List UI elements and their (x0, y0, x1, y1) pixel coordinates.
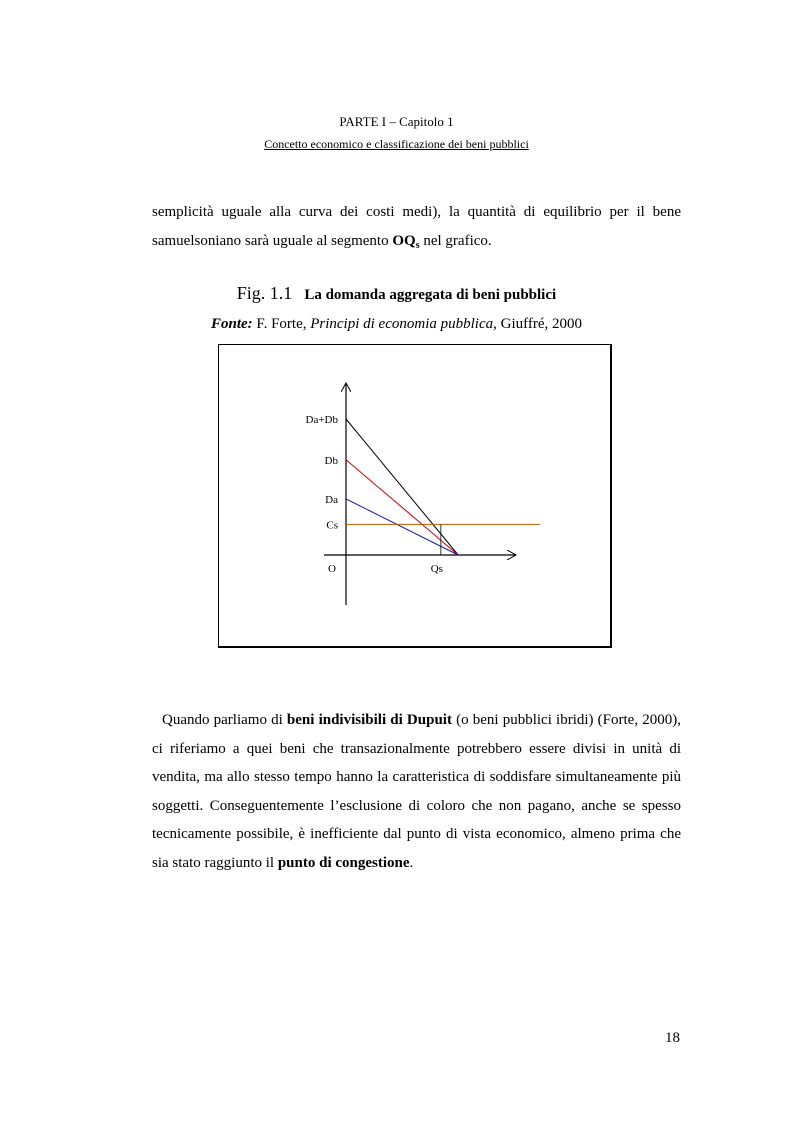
paragraph-dupuit-text2: (o beni pubblici ibridi) (Forte, 2000), ci riferiamo a quei beni che transazionalmente potrebbero essere divisi in unità di vendita, ma allo stesso tempo hanno la caratteristica di soddisfare simultaneamente più soggetti. Conseguentemente l’esclusione di coloro che non pagano, anche se spesso tecnicamente possibile, è inefficiente dal punto di vista economico, almeno prima che sia stato raggiunto il (152, 712, 681, 871)
running-header-chapter: Concetto economico e classificazione dei beni pubblici (264, 137, 529, 151)
y-tick-label-da: Da (325, 493, 338, 506)
y-tick-label-cs: Cs (326, 519, 338, 532)
paragraph-dupuit (152, 706, 681, 877)
figure-number: Fig. 1.1 (236, 283, 293, 303)
source-author: F. Forte, (252, 316, 311, 332)
term-congestion-point: punto di congestione (277, 854, 410, 871)
source-label: Fonte: (211, 316, 253, 332)
segment-subscript: s (415, 239, 420, 251)
figure-caption (0, 283, 793, 304)
paragraph-intro-line1: semplicità uguale alla curva dei costi medi), la quantità di equilibrio per il bene (152, 204, 681, 220)
figure-source (0, 316, 793, 333)
x-tick-label-qs: Qs (430, 563, 443, 575)
y-tick-label-da-db: Da+Db (305, 414, 338, 426)
series-line-da-db (346, 419, 458, 555)
term-dupuit-goods: beni indivisibili di Dupuit (286, 712, 452, 728)
source-work: Principi di economia pubblica, (310, 316, 497, 332)
page-number: 18 (665, 1030, 680, 1046)
segment-label: OQ (392, 232, 416, 249)
running-header-part: PARTE I – Capitolo 1 (339, 114, 454, 129)
paragraph-intro-line2-end: nel grafico. (419, 232, 492, 249)
paragraph-dupuit-text3: . (409, 854, 414, 871)
paragraph-intro (152, 198, 681, 260)
paragraph-intro-line2-start: samuelsoniano sarà uguale al segmento (152, 232, 393, 249)
figure-title: La domanda aggregata di beni pubblici (304, 287, 557, 303)
origin-label: O (328, 563, 336, 575)
paragraph-dupuit-text1: Quando parliamo di (162, 712, 287, 728)
demand-chart (219, 345, 611, 647)
y-tick-label-db: Db (324, 454, 338, 467)
figure-frame (218, 344, 612, 648)
source-publisher: Giuffré, 2000 (496, 316, 582, 332)
